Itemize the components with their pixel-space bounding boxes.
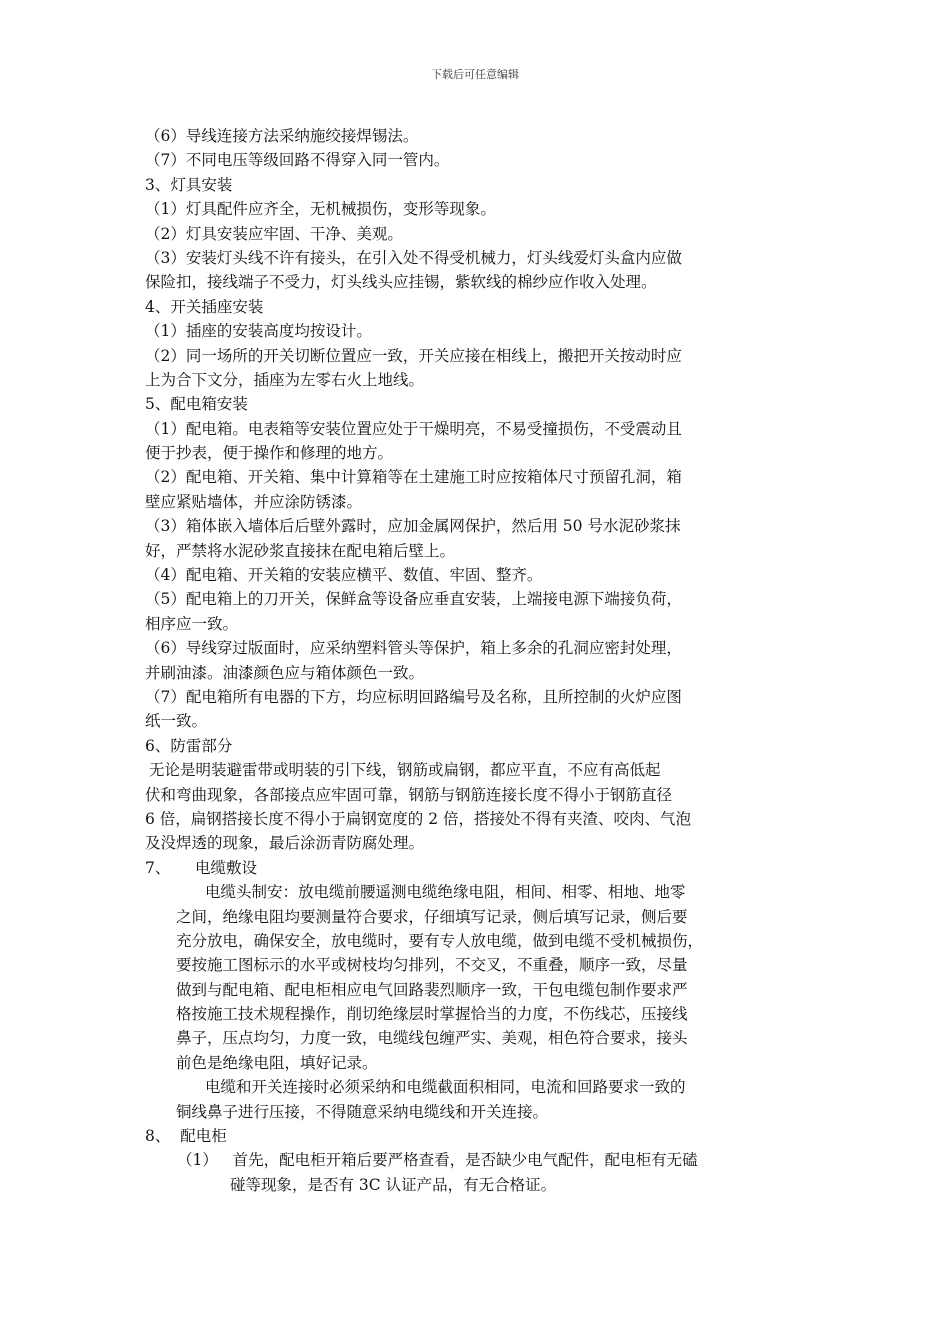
- text-line: 电缆头制安：放电缆前腰遥测电缆绝缘电阻，相间、相零、相地、地零: [205, 883, 686, 902]
- text-line: 6 倍，扁钢搭接长度不得小于扁钢宽度的 2 倍，搭接处不得有夹渣、咬肉、气泡: [145, 809, 692, 828]
- text-line: （6）导线连接方法采纳施绞接焊锡法。: [145, 127, 419, 145]
- text-line: 相序应一致。: [145, 614, 239, 633]
- text-line: 伏和弯曲现象，各部接点应牢固可靠，钢筋与钢筋连接长度不得小于钢筋直径: [145, 785, 673, 804]
- text-line: 做到与配电箱、配电柜相应电气回路裴烈顺序一致，干包电缆包制作要求严: [176, 980, 688, 999]
- text-line: （1）灯具配件应齐全，无机械损伤，变形等现象。: [145, 200, 496, 219]
- text-line: （6）导线穿过版面时，应采纳塑料管头等保护，箱上多余的孔洞应密封处理，: [145, 639, 682, 658]
- text-line: 格按施工技术规程操作，削切绝缘层时掌握恰当的力度，不伤线芯，压接线: [176, 1005, 688, 1024]
- text-line: （5）配电箱上的刀开关，保鲜盒等设备应垂直安装，上端接电源下端接负荷，: [145, 590, 682, 609]
- text-line: 及没焊透的现象，最后涂沥青防腐处理。: [145, 834, 425, 853]
- text-line: 前色是绝缘电阻，填好记录。: [176, 1053, 378, 1072]
- section-heading: 3、灯具安装: [145, 175, 233, 194]
- text-line: 铜线鼻子进行压接，不得随意采纳电缆线和开关连接。: [176, 1102, 549, 1121]
- text-line: 无论是明装避雷带或明装的引下线，钢筋或扁钢，都应平直，不应有高低起: [149, 761, 661, 780]
- text-line: 好，严禁将水泥砂浆直接抹在配电箱后壁上。: [145, 541, 456, 560]
- text-line: 之间，绝缘电阻均要测量符合要求，仔细填写记录，侧后填写记录，侧后要: [176, 907, 688, 926]
- text-line: （7）不同电压等级回路不得穿入同一管内。: [145, 151, 450, 170]
- section-heading: 5、配电箱安装: [145, 395, 248, 414]
- section-heading: 8、 配电柜: [145, 1127, 227, 1146]
- text-line: （1） 首先，配电柜开箱后要严格查看，是否缺少电气配件，配电柜有无磕: [177, 1151, 698, 1170]
- text-line: （3）箱体嵌入墙体后后壁外露时，应加金属网保护，然后用 50 号水泥砂浆抹: [145, 517, 681, 536]
- text-line: （1）配电箱。电表箱等安装位置应处于干燥明亮，不易受撞损伤，不受震动且: [145, 419, 682, 438]
- text-line: 纸一致。: [145, 712, 208, 731]
- text-line: 要按施工图标示的水平或树枝均匀排列，不交叉，不重叠，顺序一致，尽量: [176, 956, 688, 975]
- text-line: 鼻子，压点均匀，力度一致，电缆线包缠严实、美观，相色符合要求，接头: [176, 1029, 688, 1048]
- text-line: （7）配电箱所有电器的下方，均应标明回路编号及名称，且所控制的火炉应图: [145, 687, 682, 706]
- text-line: 电缆和开关连接时必须采纳和电缆截面积相同，电流和回路要求一致的: [205, 1078, 686, 1097]
- text-line: （4）配电箱、开关箱的安装应横平、数值、牢固、整齐。: [145, 566, 543, 585]
- page-header: 下载后可任意编辑: [431, 68, 519, 81]
- text-line: （2）同一场所的开关切断位置应一致，开关应接在相线上，搬把开关按动时应: [145, 346, 682, 365]
- section-heading: 6、防雷部分: [145, 736, 233, 755]
- text-line: 碰等现象，是否有 3C 认证产品，有无合格证。: [230, 1175, 557, 1194]
- section-heading: 4、开关插座安装: [145, 297, 264, 316]
- document-body: [145, 124, 810, 1197]
- text-line: （2）灯具安装应牢固、干净、美观。: [145, 224, 403, 243]
- section-heading: 7、 电缆敷设: [145, 858, 257, 877]
- text-line: 便于抄表，便于操作和修理的地方。: [145, 444, 394, 463]
- text-line: 上为合下文分，插座为左零右火上地线。: [145, 370, 425, 389]
- text-line: （1）插座的安装高度均按设计。: [145, 322, 372, 341]
- text-line: （3）安装灯头线不许有接头，在引入处不得受机械力，灯头线爱灯头盒内应做: [145, 248, 682, 267]
- text-line: 壁应紧贴墙体，并应涂防锈漆。: [145, 492, 363, 511]
- text-line: 保险扣，接线端子不受力，灯头线头应挂锡，紫软线的棉纱应作收入处理。: [145, 273, 657, 292]
- text-line: （2）配电箱、开关箱、集中计算箱等在土建施工时应按箱体尺寸预留孔洞，箱: [145, 468, 682, 487]
- text-line: 充分放电，确保安全，放电缆时，要有专人放电缆，做到电缆不受机械损伤，: [176, 931, 704, 950]
- text-line: 并刷油漆。油漆颜色应与箱体颜色一致。: [145, 663, 425, 682]
